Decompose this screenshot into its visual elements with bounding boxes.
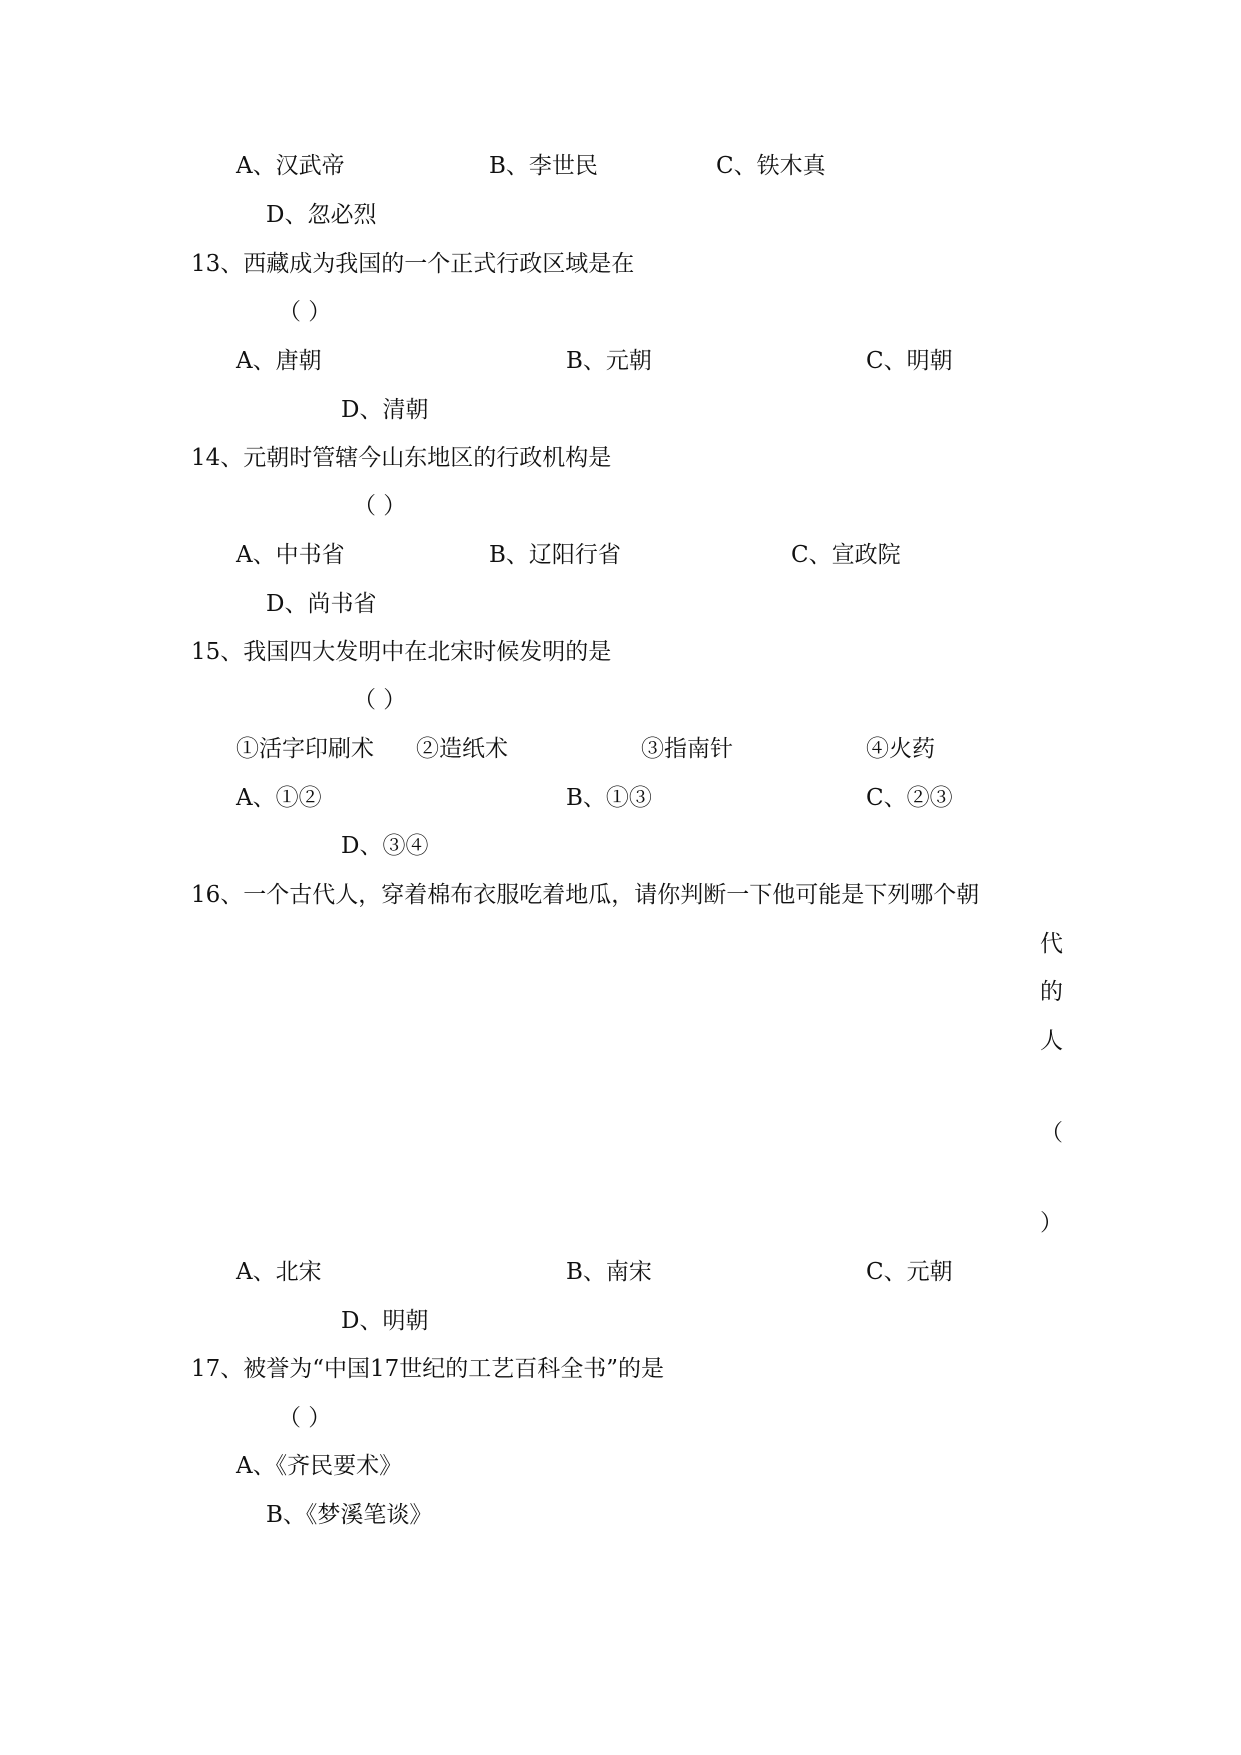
q14-option-c: C、宣政院 [791,542,901,568]
q16-stem-tail-1: 代 [1040,931,1063,957]
q13-option-b: B、元朝 [566,348,652,374]
q15-item-4: ④火药 [866,736,935,762]
q16-option-a: A、北宋 [236,1259,322,1285]
q15-stem: 15、我国四大发明中在北宋时候发明的是 [191,639,612,665]
q16-stem: 16、一个古代人，穿着棉布衣服吃着地瓜，请你判断一下他可能是下列哪个朝 [191,882,980,908]
q16-option-c: C、元朝 [866,1259,953,1285]
q15-option-b: B、①③ [566,785,652,811]
q17-answer-paren: （ ） [278,1405,332,1431]
q13-option-c: C、明朝 [866,348,953,374]
q12-option-c: C、铁木真 [716,153,826,179]
q13-option-d: D、清朝 [341,397,429,423]
q16-stem-tail-3: 人 [1040,1028,1063,1054]
q14-option-d: D、尚书省 [266,591,377,617]
q15-answer-paren: （ ） [353,687,407,713]
q14-stem: 14、元朝时管辖今山东地区的行政机构是 [191,445,612,471]
q15-item-3: ③指南针 [641,736,733,762]
q15-option-d: D、③④ [341,833,429,859]
q12-option-b: B、李世民 [489,153,598,179]
q16-option-b: B、南宋 [566,1259,652,1285]
q17-option-a: A、《齐民要术》 [236,1453,403,1479]
q16-answer-paren-close: ） [1040,1210,1063,1236]
q15-item-1: ①活字印刷术 [236,736,374,762]
q14-option-a: A、中书省 [236,542,345,568]
q14-option-b: B、辽阳行省 [489,542,621,568]
q13-answer-paren: （ ） [278,299,332,325]
q14-answer-paren: （ ） [353,493,407,519]
q13-stem: 13、西藏成为我国的一个正式行政区域是在 [191,251,635,277]
q12-option-d: D、忽必烈 [266,202,377,228]
q12-option-a: A、汉武帝 [236,153,345,179]
q15-item-2: ②造纸术 [416,736,508,762]
q15-option-c: C、②③ [866,785,953,811]
q16-option-d: D、明朝 [341,1308,429,1334]
q13-option-a: A、唐朝 [236,348,322,374]
q16-answer-paren-open: （ [1040,1120,1063,1146]
q15-option-a: A、①② [236,785,322,811]
q17-option-b: B、《梦溪笔谈》 [266,1502,433,1528]
q16-stem-tail-2: 的 [1040,979,1063,1005]
q17-stem: 17、被誉为“中国17世纪的工艺百科全书”的是 [191,1356,665,1382]
